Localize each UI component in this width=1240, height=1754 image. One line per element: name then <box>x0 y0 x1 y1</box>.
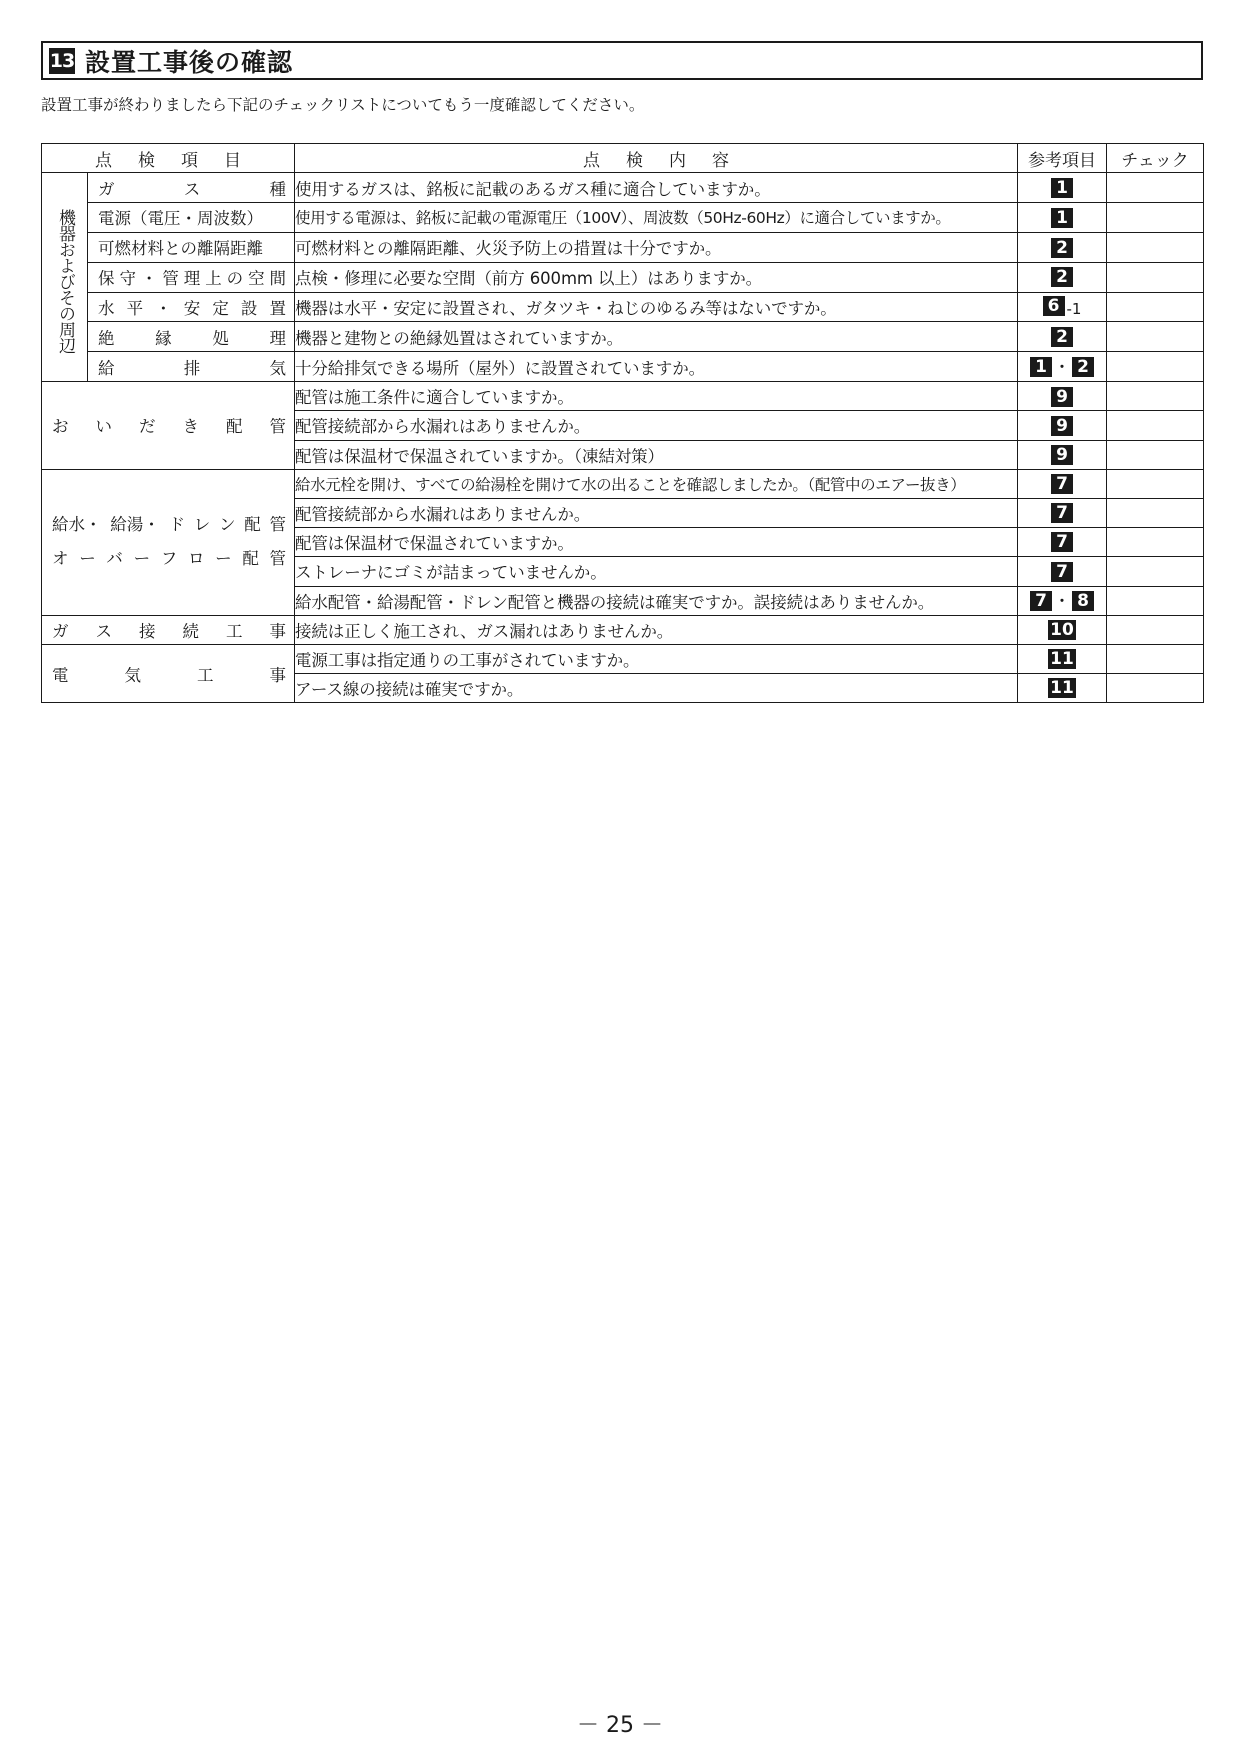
sub-item-char: 水 <box>98 298 115 318</box>
sub-item-char: 縁 <box>155 328 172 348</box>
group-kyusui-line2 <box>52 542 286 576</box>
check-content: 機器は水平・安定に設置され、ガタツキ・ねじのゆるみ等はないですか。 <box>295 292 1018 322</box>
check-content: 配管は保温材で保温されていますか。 <box>295 528 1018 557</box>
sub-item-label <box>88 295 294 319</box>
checkbox-cell[interactable] <box>1107 528 1204 557</box>
check-content: アース線の接続は確実ですか。 <box>295 674 1018 703</box>
sub-item-char: 空 <box>248 269 265 289</box>
sub-item-char: ス <box>183 179 201 199</box>
sub-item-char: 平 <box>126 298 144 318</box>
sub-item <box>88 352 295 382</box>
reference-badge: 7 <box>1051 503 1073 523</box>
checkbox-cell[interactable] <box>1107 203 1204 233</box>
reference-cell <box>1018 615 1107 644</box>
sub-item-char: ・ <box>155 298 172 318</box>
group-kyusui-char: ー <box>215 549 232 569</box>
group-denki-label <box>42 662 294 686</box>
check-content: 配管は施工条件に適合していますか。 <box>295 382 1018 411</box>
sub-item-char: 給 <box>98 358 115 378</box>
sub-item-char: 管 <box>162 269 179 289</box>
group-kyusui-char: ン <box>219 515 236 535</box>
reference-separator: ・ <box>1055 593 1069 610</box>
check-content: 給水元栓を開け、すべての給湯栓を開けて水の出ることを確認しましたか。（配管中のエアー抜き） <box>295 469 1018 498</box>
sub-item-char: 処 <box>212 328 229 348</box>
reference-badge: 7 <box>1051 532 1073 552</box>
reference-cell <box>1018 262 1107 292</box>
sub-item-char: ・ <box>140 269 158 289</box>
section-number-badge: 13 <box>49 49 75 72</box>
header-check-content-chars <box>295 146 1017 171</box>
reference-cell <box>1018 440 1107 469</box>
sub-item-label <box>88 265 294 289</box>
group-oidaki-char: き <box>182 417 199 437</box>
table-row <box>42 322 1204 352</box>
reference-badge: 2 <box>1072 357 1094 377</box>
table-row <box>42 203 1204 233</box>
reference-cell <box>1018 498 1107 527</box>
group-gas-char: ス <box>95 621 112 641</box>
group-kyusui-char: 配 <box>242 549 259 569</box>
header-check-content-chars-char: 容 <box>712 150 729 171</box>
reference-separator: ・ <box>1055 359 1069 376</box>
sub-item-label <box>88 355 294 379</box>
page-number: － 25 － <box>577 1713 663 1738</box>
header-check-content-chars-char: 点 <box>583 150 600 171</box>
reference-cell <box>1018 173 1107 203</box>
sub-item-char: ガ <box>98 179 115 199</box>
sub-item-char: 安 <box>183 298 201 318</box>
reference-badge: 2 <box>1051 238 1073 258</box>
group-gas-char: 事 <box>269 621 286 641</box>
group-oidaki-char: 管 <box>269 417 286 437</box>
table-header-row <box>42 144 1204 173</box>
intro-text: 設置工事が終わりましたら下記のチェックリストについてもう一度確認してください。 <box>41 96 645 114</box>
section-title: 設置工事後の確認 <box>85 47 294 77</box>
reference-badge: 7 <box>1051 562 1073 582</box>
reference-cell <box>1018 469 1107 498</box>
header-check-content-chars-char: 内 <box>669 150 686 171</box>
sub-item-label <box>88 325 294 349</box>
group-oidaki-char: だ <box>139 417 156 437</box>
checkbox-cell[interactable] <box>1107 292 1204 322</box>
sub-item-char: 保 <box>98 269 115 289</box>
sub-item <box>88 203 295 233</box>
sub-item <box>88 262 295 292</box>
header-check-item-chars <box>42 146 294 171</box>
reference-badge: 6 <box>1043 296 1065 316</box>
checkbox-cell[interactable] <box>1107 411 1204 440</box>
group-gas-char: ガ <box>52 621 69 641</box>
checklist-body <box>42 173 1204 703</box>
group-kyusui-char: バ <box>106 549 123 569</box>
reference-cell <box>1018 232 1107 262</box>
check-content: 配管接続部から水漏れはありませんか。 <box>295 498 1018 527</box>
check-content: 配管接続部から水漏れはありませんか。 <box>295 411 1018 440</box>
checkbox-cell[interactable] <box>1107 322 1204 352</box>
group-kyusui-char: 給水・ <box>52 515 102 535</box>
header-check: チェック <box>1107 144 1204 173</box>
reference-badge: 11 <box>1050 649 1074 670</box>
check-content: 配管は保温材で保温されていますか。（凍結対策） <box>295 440 1018 469</box>
group-denki-char: 気 <box>124 665 141 685</box>
group-kyusui-char: ロ <box>187 549 205 569</box>
check-content: 使用するガスは、銘板に記載のあるガス種に適合していますか。 <box>295 173 1018 203</box>
sub-item <box>88 292 295 322</box>
sub-item-char: 設 <box>240 298 258 318</box>
table-row <box>42 382 1204 411</box>
reference-cell <box>1018 528 1107 557</box>
sub-item-char: 種 <box>269 179 286 199</box>
table-row <box>42 615 1204 644</box>
sub-item-char: 定 <box>212 298 229 318</box>
sub-item-char: 理 <box>269 328 286 348</box>
group-kyusui-line1 <box>52 508 286 542</box>
group-oidaki-char: い <box>95 417 112 437</box>
group-kyusui-char: 管 <box>269 515 286 535</box>
check-content: ストレーナにゴミが詰まっていませんか。 <box>295 557 1018 586</box>
header-check-content <box>295 144 1018 173</box>
check-content: 十分給排気できる場所（屋外）に設置されていますか。 <box>295 352 1018 382</box>
checkbox-cell[interactable] <box>1107 232 1204 262</box>
check-content: 使用する電源は、銘板に記載の電源電圧（100V）、周波数（50Hz-60Hz）に適合していますか。 <box>295 203 1018 233</box>
checkbox-cell[interactable] <box>1107 352 1204 382</box>
reference-badge: 11 <box>1050 678 1074 699</box>
sub-item-label <box>88 205 294 229</box>
reference-cell <box>1018 674 1107 703</box>
group-oidaki <box>42 382 295 470</box>
reference-badge: 7 <box>1030 591 1052 611</box>
reference-cell <box>1018 411 1107 440</box>
sub-item-char: 可燃材料との離隔距離 <box>98 239 263 259</box>
header-reference: 参考項目 <box>1018 144 1107 173</box>
reference-badge: 8 <box>1072 591 1094 611</box>
check-content: 給水配管・給湯配管・ドレン配管と機器の接続は確実ですか。誤接続はありませんか。 <box>295 586 1018 615</box>
table-row <box>42 292 1204 322</box>
group-kyusui <box>42 469 295 615</box>
checkbox-cell[interactable] <box>1107 674 1204 703</box>
header-check-item-chars-char: 点 <box>95 150 112 171</box>
reference-cell <box>1018 203 1107 233</box>
sub-item <box>88 173 295 203</box>
sub-item-label <box>88 235 294 259</box>
checkbox-cell[interactable] <box>1107 615 1204 644</box>
check-content: 機器と建物との絶縁処置はされていますか。 <box>295 322 1018 352</box>
reference-badge: 10 <box>1050 620 1074 641</box>
reference-badge: 1 <box>1051 208 1073 228</box>
reference-cell <box>1018 292 1107 322</box>
reference-badge: 9 <box>1051 387 1073 407</box>
group-gas <box>42 615 295 644</box>
check-content: 電源工事は指定通りの工事がされていますか。 <box>295 644 1018 673</box>
table-row <box>42 469 1204 498</box>
reference-badge: 2 <box>1051 327 1073 347</box>
group-kyusui-char: レ <box>193 515 211 535</box>
checklist-table <box>41 143 1204 703</box>
table-row <box>42 173 1204 203</box>
header-check-content-chars-char: 検 <box>626 150 643 171</box>
sub-item-char: 置 <box>269 298 286 318</box>
sub-item-char: 排 <box>183 358 201 378</box>
group-denki-char: 事 <box>269 665 286 685</box>
group-kyusui-char: ド <box>168 515 185 535</box>
table-row <box>42 352 1204 382</box>
group-gas-char: 続 <box>182 621 199 641</box>
sub-item-char: 上 <box>205 269 222 289</box>
checkbox-cell[interactable] <box>1107 382 1204 411</box>
sub-item <box>88 232 295 262</box>
sub-item <box>88 322 295 352</box>
reference-cell <box>1018 557 1107 586</box>
sub-item-char: 絶 <box>98 328 115 348</box>
checkbox-cell[interactable] <box>1107 262 1204 292</box>
reference-badge: 7 <box>1051 474 1073 494</box>
table-row <box>42 232 1204 262</box>
header-check-item-chars-char: 検 <box>138 150 155 171</box>
group-oidaki-label <box>42 413 294 437</box>
table-row <box>42 644 1204 673</box>
checkbox-cell[interactable] <box>1107 469 1204 498</box>
group-kyusui-char: オ <box>52 549 69 569</box>
check-content: 可燃材料との離隔距離、火災予防上の措置は十分ですか。 <box>295 232 1018 262</box>
group-kyusui-char: ー <box>79 549 96 569</box>
reference-cell <box>1018 352 1107 382</box>
reference-badge: 9 <box>1051 416 1073 436</box>
reference-cell <box>1018 322 1107 352</box>
checkbox-cell[interactable] <box>1107 644 1204 673</box>
checkbox-cell[interactable] <box>1107 498 1204 527</box>
group-kiki-label: 機器およびその周辺 <box>55 209 75 354</box>
group-denki-char: 工 <box>197 665 214 685</box>
group-kyusui-char: ー <box>133 549 151 569</box>
sub-item-char: の <box>226 269 244 289</box>
group-denki-char: 電 <box>52 665 69 685</box>
header-check-item <box>42 144 295 173</box>
sub-item-char: 守 <box>119 269 136 289</box>
check-content: 接続は正しく施工され、ガス漏れはありませんか。 <box>295 615 1018 644</box>
section-title-bar <box>41 41 1203 80</box>
checkbox-cell[interactable] <box>1107 440 1204 469</box>
reference-badge: 1 <box>1051 178 1073 198</box>
sub-item-char: 気 <box>269 358 286 378</box>
reference-cell <box>1018 586 1107 615</box>
checkbox-cell[interactable] <box>1107 586 1204 615</box>
group-kyusui-label <box>42 508 294 576</box>
group-oidaki-char: 配 <box>226 417 243 437</box>
group-kyusui-char: フ <box>160 549 178 569</box>
reference-suffix: -1 <box>1066 299 1082 318</box>
group-kyusui-char: 給湯・ <box>110 515 160 535</box>
group-gas-char: 工 <box>226 621 243 641</box>
header-check-item-chars-char: 項 <box>181 150 198 171</box>
group-kyusui-char: 管 <box>269 549 286 569</box>
group-kiki <box>42 173 88 382</box>
check-content: 点検・修理に必要な空間（前方 600mm 以上）はありますか。 <box>295 262 1018 292</box>
checkbox-cell[interactable] <box>1107 173 1204 203</box>
sub-item-char: 間 <box>269 269 286 289</box>
group-gas-label <box>42 618 294 642</box>
sub-item-char: 理 <box>183 269 201 289</box>
group-oidaki-char: お <box>52 417 69 437</box>
reference-badge: 1 <box>1030 357 1052 377</box>
group-kyusui-char: 配 <box>244 515 261 535</box>
reference-badge: 2 <box>1051 267 1073 287</box>
sub-item-char: 電源（電圧・周波数） <box>98 209 263 229</box>
reference-cell <box>1018 644 1107 673</box>
header-check-item-chars-char: 目 <box>224 150 241 171</box>
table-row <box>42 262 1204 292</box>
sub-item-label <box>88 176 294 200</box>
group-denki <box>42 644 295 702</box>
group-gas-char: 接 <box>139 621 156 641</box>
reference-cell <box>1018 382 1107 411</box>
reference-badge: 9 <box>1051 445 1073 465</box>
checkbox-cell[interactable] <box>1107 557 1204 586</box>
